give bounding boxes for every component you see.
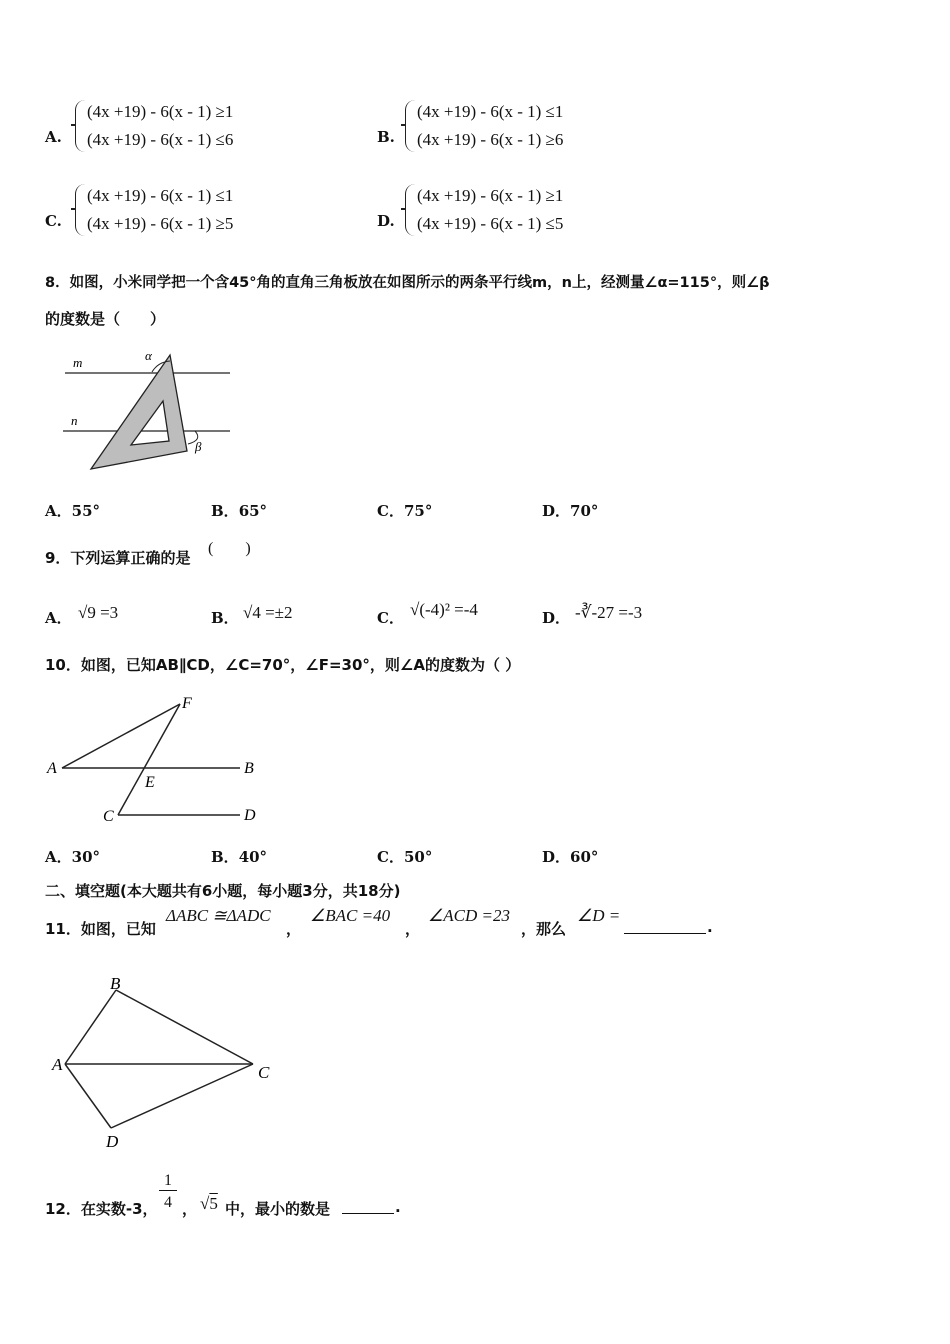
fraction-numerator: 1	[159, 1172, 177, 1191]
q8-stem-line2: 的度数是（ ）	[45, 310, 166, 328]
section-title: 二、填空题(本大题共有6小题，每小题3分，共18分)	[45, 882, 401, 900]
q12-sep: ，	[182, 1200, 198, 1218]
option-label: B.	[377, 128, 395, 146]
line-dc	[111, 1064, 253, 1128]
inequality-line: (4x +19) - 6(x - 1) ≥5	[87, 214, 234, 233]
q12-prefix: 12．在实数-3，	[45, 1200, 158, 1218]
line-ab	[65, 990, 116, 1064]
triangle-ruler	[91, 355, 187, 469]
option-label: A.	[45, 128, 62, 146]
q11-expr2: ∠BAC =40	[310, 906, 391, 925]
inequality-line: (4x +19) - 6(x - 1) ≤1	[87, 186, 234, 205]
option-label: C.	[45, 212, 62, 230]
q11-sep1: ，	[286, 920, 302, 938]
label-a: A	[52, 1055, 63, 1074]
q10-stem: 10．如图，已知AB∥CD，∠C=70°，∠F=30°，则∠A的度数为（ ）	[45, 656, 521, 674]
inequality-line: (4x +19) - 6(x - 1) ≤6	[87, 130, 234, 149]
label-beta: β	[195, 439, 202, 454]
q11-sep2: ，	[405, 920, 421, 938]
option-c: C．50°	[377, 848, 433, 866]
label-a: A	[47, 760, 57, 777]
label-e: E	[145, 774, 155, 791]
option-a: A．55°	[45, 502, 101, 520]
inequality-system	[417, 98, 563, 154]
label-d: D	[106, 1132, 119, 1151]
option-c: C．75°	[377, 502, 433, 520]
inequality-system	[417, 182, 563, 238]
q11-mid: ，那么	[521, 920, 567, 938]
inequality-line: (4x +19) - 6(x - 1) ≤5	[417, 214, 564, 233]
q9-paren: ( )	[208, 540, 251, 557]
q11-end: .	[707, 918, 713, 936]
label-c: C	[103, 808, 114, 825]
q12-suffix: 中，最小的数是	[225, 1200, 331, 1218]
brace-icon	[75, 184, 85, 236]
option-d: D．60°	[542, 848, 599, 866]
option-b: B．65°	[211, 502, 268, 520]
fraction	[159, 1172, 177, 1212]
line-bc	[116, 990, 253, 1064]
label-b: B	[244, 760, 254, 777]
answer-blank[interactable]	[624, 933, 706, 934]
inequality-line: (4x +19) - 6(x - 1) ≤1	[417, 102, 564, 121]
option-a-expr: √9 =3	[78, 603, 119, 622]
line-ad	[65, 1064, 111, 1128]
brace-icon	[405, 184, 415, 236]
q10-figure	[42, 692, 267, 827]
inequality-line: (4x +19) - 6(x - 1) ≥1	[417, 186, 564, 205]
option-d-expr: -∛-27 =-3	[575, 603, 643, 622]
sqrt-value: 5	[209, 1194, 218, 1213]
option-c: C．	[377, 609, 404, 627]
q11-prefix: 11．如图，已知	[45, 920, 156, 938]
label-c: C	[258, 1063, 270, 1082]
q9-stem: 9．下列运算正确的是	[45, 549, 191, 567]
label-b: B	[110, 974, 121, 993]
brace-icon	[75, 100, 85, 152]
q8-stem-line1: 8．如图，小米同学把一个含45°角的直角三角板放在如图所示的两条平行线m，n上，经测量∠α=115°，则∠β	[45, 275, 770, 291]
option-d: D．70°	[542, 502, 599, 520]
label-m: m	[73, 355, 83, 370]
q12-end: .	[395, 1198, 401, 1216]
label-alpha: α	[145, 348, 152, 363]
brace-icon	[405, 100, 415, 152]
fraction-denominator: 4	[164, 1194, 172, 1211]
q11-expr4: ∠D =	[577, 906, 621, 925]
option-d: D．	[542, 609, 571, 627]
option-c-expr: √(-4)² =-4	[410, 600, 478, 619]
inequality-system	[87, 182, 233, 238]
label-d: D	[244, 807, 256, 824]
q11-expr1: ΔABC ≅ΔADC	[166, 906, 271, 925]
option-label: D.	[377, 212, 395, 230]
inequality-line: (4x +19) - 6(x - 1) ≥6	[417, 130, 564, 149]
option-b: B．	[211, 609, 239, 627]
option-a: A．30°	[45, 848, 101, 866]
option-b-expr: √4 =±2	[243, 603, 293, 622]
q8-figure	[55, 345, 240, 475]
inequality-line: (4x +19) - 6(x - 1) ≥1	[87, 102, 234, 121]
inequality-system	[87, 98, 233, 154]
option-a: A．	[45, 609, 72, 627]
sqrt-five: √5	[200, 1194, 218, 1213]
q11-expr3: ∠ACD =23	[428, 906, 510, 925]
option-b: B．40°	[211, 848, 268, 866]
label-f: F	[182, 695, 192, 712]
label-n: n	[71, 413, 78, 428]
q11-figure	[48, 970, 283, 1155]
answer-blank[interactable]	[342, 1213, 394, 1214]
